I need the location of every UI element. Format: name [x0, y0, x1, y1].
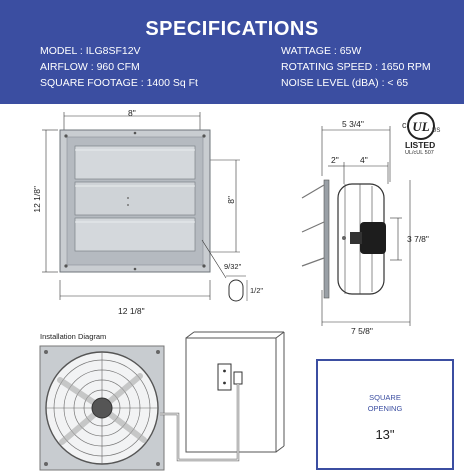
side-motor-height-label: 3 7/8"	[407, 234, 429, 244]
ul-c-mark: c	[402, 120, 407, 130]
slot-width-label: 9/32"	[224, 262, 242, 271]
svg-text:UL: UL	[412, 119, 430, 134]
ul-logo	[408, 113, 434, 139]
front-width-label: 12 1/8"	[118, 306, 145, 316]
front-height-label: 12 1/8"	[32, 186, 42, 213]
side-view-drawing	[302, 126, 410, 326]
banner-title: SPECIFICATIONS	[145, 18, 319, 40]
slot-height-label: 1/2"	[250, 286, 264, 295]
front-view-drawing	[42, 112, 247, 301]
ul-us-mark: US	[432, 128, 441, 134]
side-motor-label: 4"	[360, 155, 368, 165]
spec-rotating-speed: ROTATING SPEED : 1650 RPM	[281, 61, 431, 73]
square-opening-line1: SQUARE	[369, 393, 401, 402]
front-louver-height-label: 8"	[226, 196, 236, 204]
side-flange-label: 2"	[331, 155, 339, 165]
side-overall-label: 7 5/8"	[351, 326, 373, 336]
square-opening-line2: OPENING	[367, 404, 403, 413]
ul-file-label: UL/cUL 507	[405, 150, 434, 156]
spec-model: MODEL : ILG8SF12V	[40, 45, 141, 57]
ul-listed-label: LISTED	[405, 140, 436, 150]
spec-wattage: WATTAGE : 65W	[281, 45, 362, 57]
side-depth-label: 5 3/4"	[342, 119, 364, 129]
installation-title: Installation Diagram	[40, 332, 107, 341]
spec-square-footage: SQUARE FOOTAGE : 1400 Sq Ft	[40, 77, 198, 89]
square-opening-box	[316, 359, 454, 470]
spec-airflow: AIRFLOW : 960 CFM	[40, 61, 140, 73]
spec-noise-level: NOISE LEVEL (dBA) : < 65	[281, 77, 409, 89]
square-opening-size: 13"	[375, 427, 395, 442]
front-louver-width-label: 8"	[128, 108, 136, 118]
installation-drawing	[40, 332, 284, 470]
